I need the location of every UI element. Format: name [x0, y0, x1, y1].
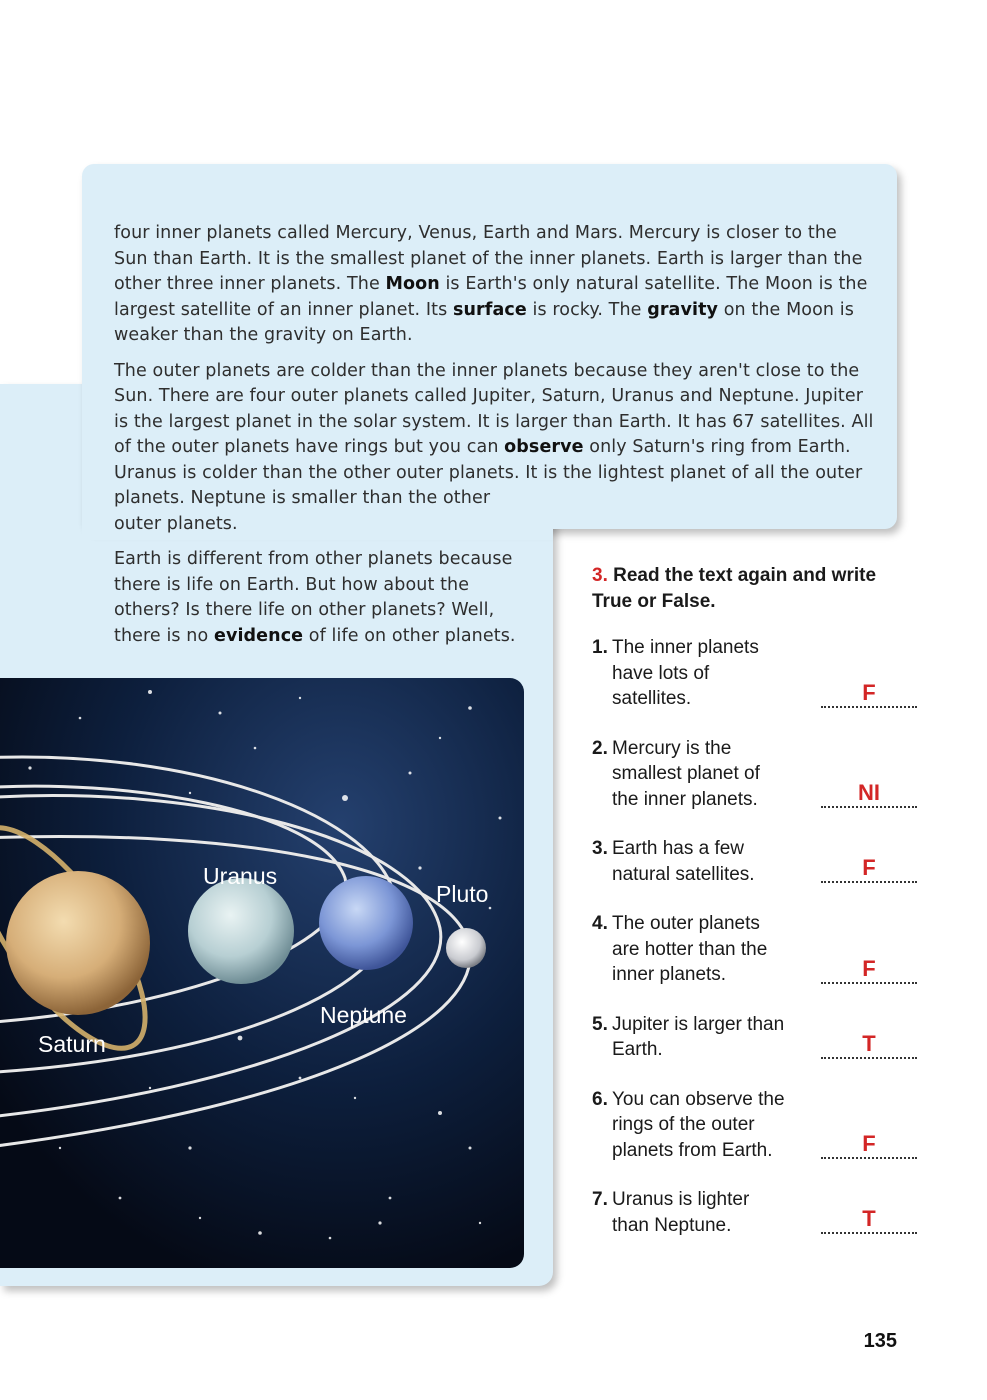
reading-paragraph-1 — [114, 221, 874, 349]
exercise-item — [592, 1187, 917, 1238]
label-uranus: Uranus — [203, 863, 278, 889]
text-run: The outer planets are colder than the inner planets because they aren't close to the Sun. There are four outer planets called Jupiter, Saturn, Uranus and Neptune. Jupiter is the largest planet in the solar system. It is larger than Earth. It has 67 satellites. All of the outer planets have rings but you can — [114, 360, 874, 457]
text-run: four inner planets called Mercury, Venus, Earth and Mars. Mercury is closer to the Sun than Earth. It is the smallest planet of the inner planets. Earth is larger than the other three inner planets. The — [114, 223, 863, 294]
item-statement: Uranus is lighter than Neptune. — [612, 1189, 750, 1236]
keyword-surface: surface — [452, 299, 527, 320]
text-run: of life on other planets. — [303, 625, 516, 646]
exercise-item — [592, 1012, 917, 1063]
text-run: is rocky. The — [526, 299, 648, 320]
exercise-number: 3. — [592, 565, 608, 586]
item-number: 4. — [592, 913, 608, 934]
item-statement: Jupiter is larger than Earth. — [612, 1013, 785, 1060]
label-pluto: Pluto — [436, 881, 489, 907]
answer-mark: F — [862, 679, 876, 705]
page-number: 135 — [863, 1330, 897, 1352]
exercise-items — [592, 635, 902, 1238]
pluto-planet — [446, 928, 486, 968]
item-number: 2. — [592, 737, 608, 759]
saturn-planet — [6, 871, 150, 1015]
answer-blank[interactable] — [821, 679, 917, 708]
answer-blank[interactable] — [821, 857, 917, 883]
item-statement: You can observe the rings of the outer planets from Earth. — [612, 1088, 785, 1161]
text-run: Earth is different from other planets because there is life on Earth. But how about the others? Is there life on other planets? Well, there is no — [114, 549, 513, 646]
solar-system-illustration — [0, 678, 524, 1268]
answer-blank[interactable] — [821, 1133, 917, 1159]
exercise-instruction-text: Read the text again and write True or False. — [592, 565, 877, 612]
answer-mark: F — [862, 855, 876, 880]
item-number: 3. — [592, 838, 608, 859]
exercise-item — [592, 736, 917, 813]
neptune-planet — [319, 876, 413, 970]
item-statement: Earth has a few natural satellites. — [612, 838, 755, 885]
keyword-evidence: evidence — [213, 625, 304, 646]
keyword-observe: observe — [504, 437, 584, 457]
answer-blank[interactable] — [821, 955, 917, 984]
keyword-moon: Moon — [385, 274, 440, 294]
reading-paragraph-2 — [114, 359, 874, 538]
answer-blank[interactable] — [821, 1030, 917, 1059]
uranus-planet — [188, 878, 294, 984]
answer-blank[interactable] — [821, 782, 917, 808]
answer-mark: F — [862, 955, 876, 981]
text-run: on the Moon is weaker than the gravity on Earth. — [114, 299, 854, 345]
item-number: 7. — [592, 1189, 608, 1210]
exercise-item — [592, 1087, 917, 1164]
text-run: only Saturn's ring from Earth. Uranus is colder than the other outer planets. It is the lightest planet of all the outer planets. Neptune is smaller than the other — [114, 437, 863, 508]
reading-paragraph-3 — [114, 547, 534, 649]
item-number: 1. — [592, 637, 608, 658]
item-statement: The outer planets are hotter than the inner planets. — [612, 913, 768, 985]
answer-mark: T — [862, 1030, 876, 1056]
label-neptune: Neptune — [320, 1002, 407, 1028]
exercise-item — [592, 836, 917, 887]
exercise-item — [592, 911, 917, 988]
true-false-exercise — [592, 563, 902, 1262]
text-run: outer planets. — [114, 513, 238, 534]
answer-blank[interactable] — [821, 1208, 917, 1234]
answer-mark: T — [862, 1206, 876, 1231]
exercise-instruction — [592, 563, 902, 615]
item-statement: The inner planets have lots of satellites. — [612, 637, 759, 709]
text-run: is Earth's only natural satellite. The Moon is the largest satellite of an inner planet. Its — [114, 274, 868, 320]
keyword-gravity: gravity — [647, 299, 719, 320]
label-saturn: Saturn — [38, 1031, 106, 1057]
item-number: 5. — [592, 1013, 608, 1035]
item-number: 6. — [592, 1088, 608, 1110]
answer-mark: NI — [858, 780, 880, 805]
answer-mark: F — [862, 1131, 876, 1156]
item-statement: Mercury is the smallest planet of the inner planets. — [612, 737, 760, 810]
exercise-item — [592, 635, 917, 712]
